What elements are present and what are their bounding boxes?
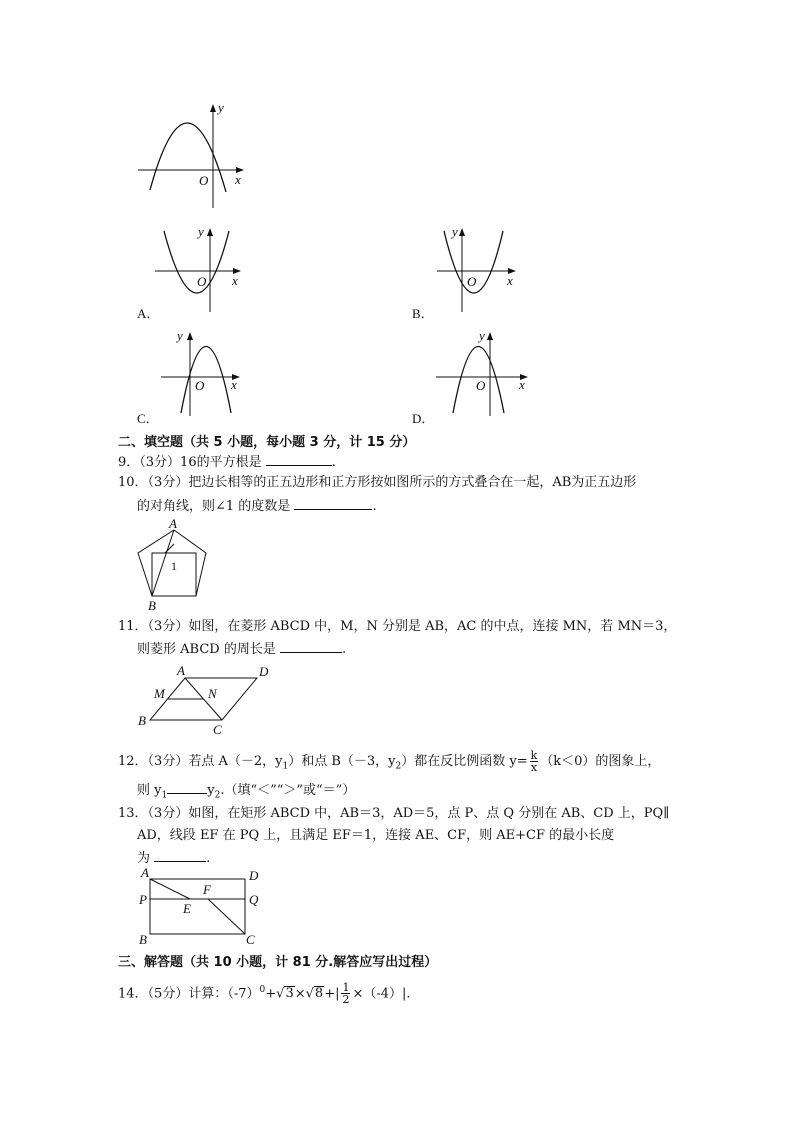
option-a-label[interactable]: A． (137, 306, 160, 321)
svg-text:E: E (183, 901, 191, 916)
svg-text:A: A (141, 865, 149, 880)
option-b-label[interactable]: B． (412, 306, 434, 321)
svg-text:B: B (139, 932, 147, 947)
svg-text:A: A (169, 516, 177, 531)
section-3-header: 三、解答题（共 10 小题，计 81 分.解答应写出过程） (118, 955, 438, 970)
svg-text:B: B (148, 598, 156, 613)
segment-fc (208, 899, 245, 934)
option-d-label[interactable]: D． (412, 411, 435, 426)
svg-text:O: O (476, 378, 486, 393)
svg-text:O: O (197, 274, 207, 289)
question-14: 14．（5分）计算：$(-7)^0+√3\times√8+|$ $\frac{1}{2}$ ×（-4）|. (118, 981, 411, 1007)
svg-text:N: N (208, 686, 217, 701)
svg-text:Q: Q (249, 892, 259, 907)
svg-text:x: x (519, 377, 525, 392)
x-label: x (235, 172, 241, 187)
svg-text:M: M (154, 686, 165, 701)
svg-text:x: x (231, 377, 237, 392)
question-13-line-3: 为 . (137, 848, 210, 868)
question-9: 9．（3分）16的平方根是 . (118, 452, 336, 472)
k-over-x-fraction: $\frac{k}{x}$ (530, 749, 538, 774)
svg-text:A: A (177, 663, 185, 678)
svg-text:C: C (246, 932, 255, 947)
question-13-line-2: AD，线段 EF 在 PQ 上，且满足 EF＝1，连接 AE、CF，则 AE+CF 的最小长度 (137, 828, 615, 843)
svg-text:B: B (138, 713, 146, 728)
svg-text:O: O (195, 378, 205, 393)
svg-text:C: C (213, 722, 222, 737)
question-10-line-2: 的对角线，则∠1 的度数是 . (137, 496, 377, 516)
svg-text:y: y (177, 328, 183, 343)
svg-text:y: y (198, 224, 204, 239)
question-13-line-1: 13．（3分）如图，在矩形 ABCD 中，AB＝3，AD＝5，点 P、点 Q 分别在 AB、CD 上，PQ∥ (118, 806, 670, 821)
svg-text:F: F (203, 882, 211, 897)
y-label: y (218, 100, 224, 115)
origin-label: O (199, 173, 209, 188)
one-half-fraction: $\frac{1}{2}$ (342, 981, 350, 1007)
question-11-line-1: 11．（3分）如图，在菱形 ABCD 中，M，N 分别是 AB，AC 的中点，连接 MN，若 MN＝3， (118, 619, 677, 634)
svg-text:D: D (259, 664, 269, 679)
svg-text:x: x (507, 273, 513, 288)
section-2-header: 二、填空题（共 5 小题，每小题 3 分，计 15 分） (118, 435, 416, 450)
rectangle-abcd (150, 879, 245, 934)
svg-text:x: x (232, 273, 238, 288)
question-11-line-2: 则菱形 ABCD 的周长是 . (137, 639, 346, 659)
option-c-label[interactable]: C． (137, 411, 159, 426)
svg-text:1: 1 (171, 559, 177, 573)
svg-text:O: O (467, 274, 477, 289)
svg-text:y: y (452, 224, 458, 239)
question-12-line-1: 12．（3分）若点 A（－2，$y_1$）和点 B（－3，$y_2$）都在反比例函数 y= $\frac{k}{x}$ （k＜0）的图象上， (118, 749, 661, 774)
svg-text:P: P (139, 892, 147, 907)
segment-ae (150, 879, 190, 899)
question-10-line-1: 10．（3分）把边长相等的正五边形和正方形按如图所示的方式叠合在一起，AB为正五边形 (118, 475, 637, 490)
question-12-line-2: 则 $y_1$ $y_2$.（填“＜”“＞”或“＝”） (137, 780, 355, 805)
svg-text:y: y (479, 328, 485, 343)
svg-text:D: D (249, 868, 259, 883)
